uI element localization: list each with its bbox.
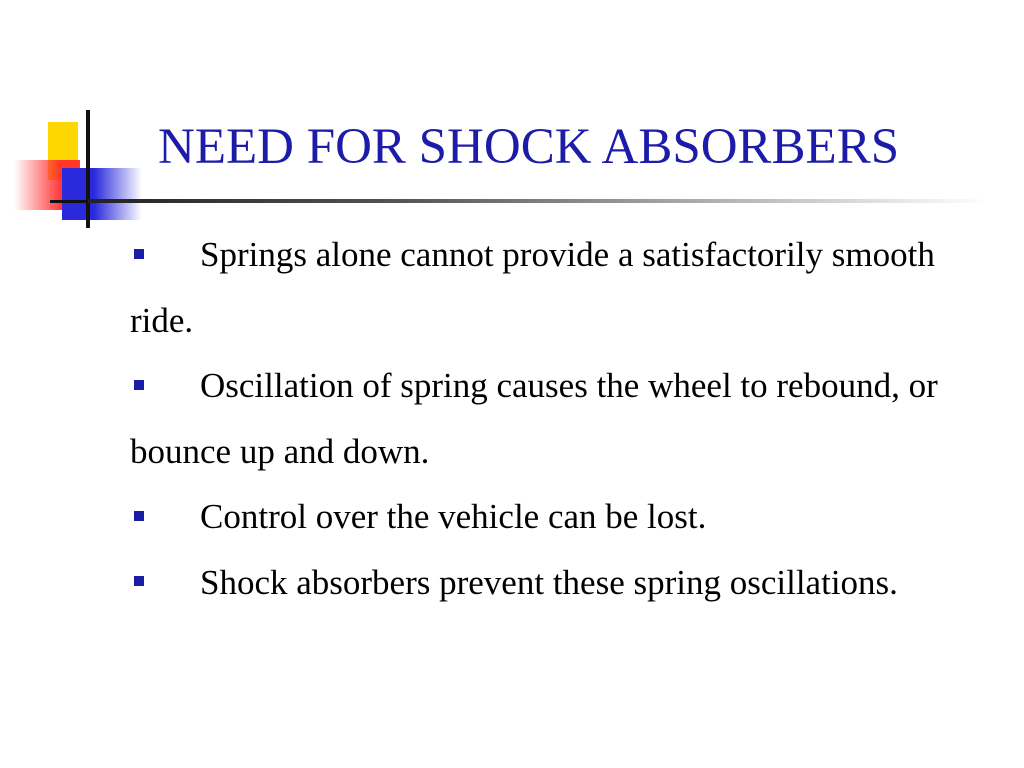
bullet-item: [130, 222, 980, 353]
bullet-list: [130, 222, 980, 615]
bullet-text: Springs alone cannot provide a satisfactorily smooth ride.: [130, 235, 935, 340]
square-bullet-icon: [134, 511, 144, 521]
square-bullet-icon: [134, 576, 144, 586]
bullet-text: Shock absorbers prevent these spring oscillations.: [200, 562, 898, 602]
blue-square: [62, 168, 142, 220]
bullet-text: Control over the vehicle can be lost.: [200, 497, 707, 536]
bullet-item: [130, 353, 980, 484]
square-bullet-icon: [134, 249, 144, 259]
bullet-item: [130, 484, 980, 550]
short-horizontal-rule: [50, 200, 90, 203]
corner-squares-decoration-icon: [0, 100, 150, 230]
square-bullet-icon: [134, 380, 144, 390]
vertical-rule: [86, 110, 90, 228]
slide-title: NEED FOR SHOCK ABSORBERS: [158, 119, 900, 175]
bullet-text: Oscillation of spring causes the wheel to rebound, or bounce up and down.: [130, 366, 938, 471]
bullet-item: [130, 550, 980, 616]
title-underline-rule: [88, 199, 988, 203]
